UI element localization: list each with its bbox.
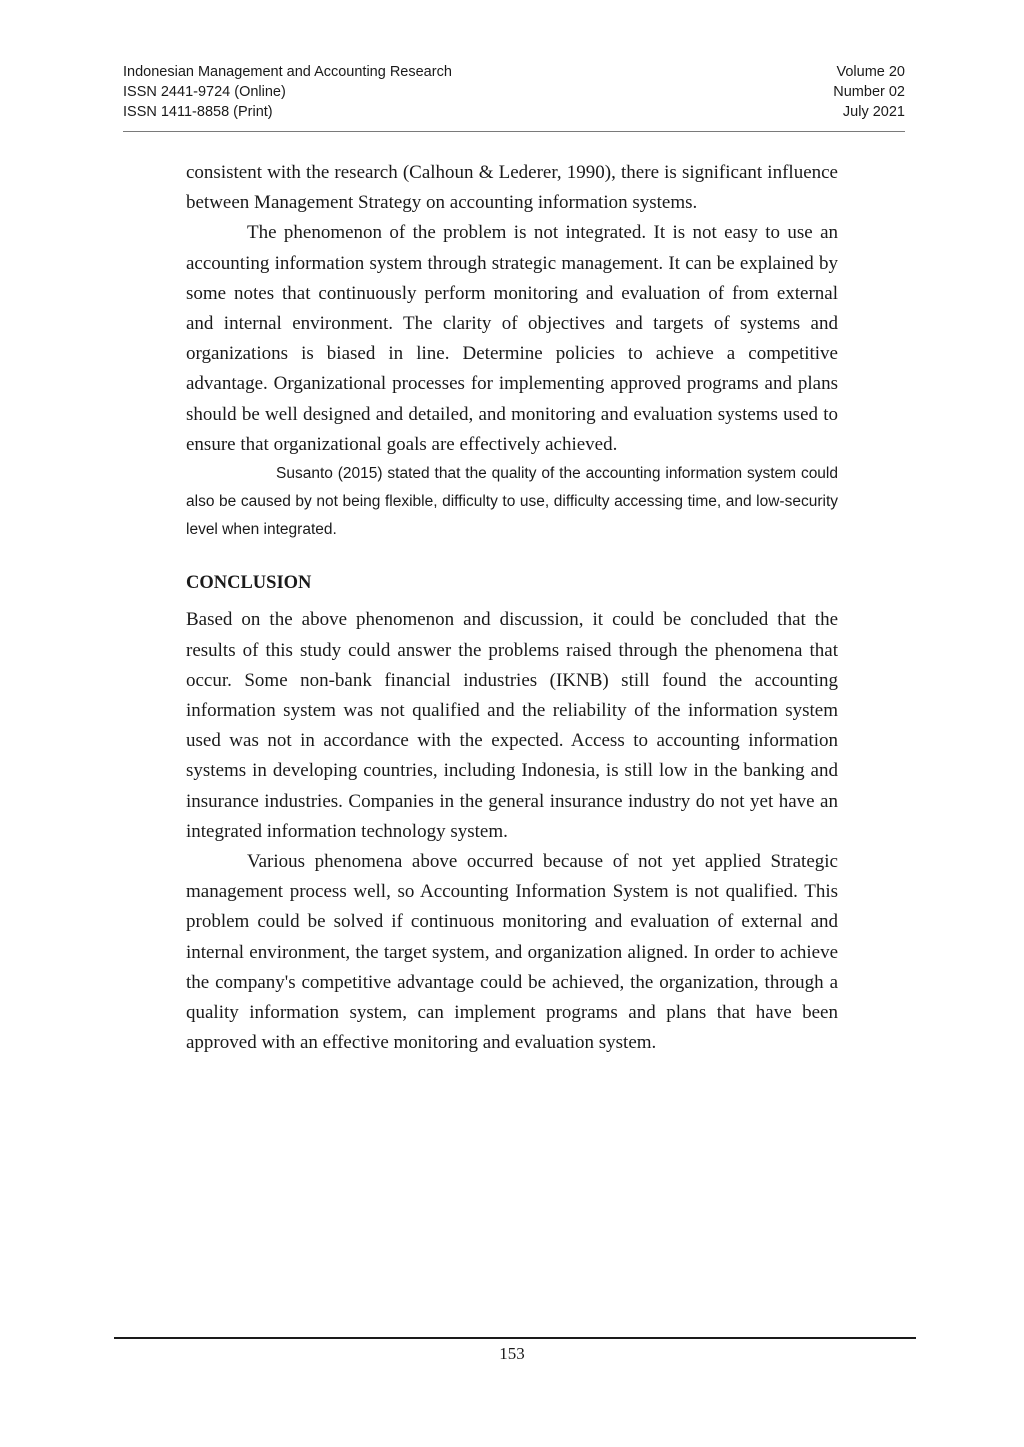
body-paragraph: consistent with the research (Calhoun & Lederer, 1990), there is significant influence between Management Strategy on accounting information systems. [186, 162, 838, 214]
conclusion-paragraph: Based on the above phenomenon and discussion, it could be concluded that the results of this study could answer the problems raised through the phenomena that occur. Some non-bank financial industries (IKNB) still found the accounting information system was not qualified and the reliability of the information system used was not in accordance with the expected. Access to accounting information systems in developing countries, including Indonesia, is still low in the banking and insurance industries. Companies in the general insurance industry do not yet have an integrated information technology system. [186, 609, 838, 842]
page-body [186, 158, 838, 1058]
body-paragraph: The phenomenon of the problem is not integrated. It is not easy to use an accounting information system through strategic management. It can be explained by some notes that continuously perform monitoring and evaluation of from external and internal environment. The clarity of objectives and targets of systems and organizations is biased in line. Determine policies to achieve a competitive advantage. Organizational processes for implementing approved programs and plans should be well designed and detailed, and monitoring and evaluation systems used to ensure that organizational goals are effectively achieved. [186, 222, 838, 455]
header-divider [123, 131, 905, 132]
body-paragraph-small: Susanto (2015) stated that the quality of the accounting information system could also be caused by not being flexible, difficulty to use, difficulty accessing time, and low-security level when integrated. [186, 465, 838, 538]
issue-number: Number 02 [833, 84, 905, 100]
journal-name: Indonesian Management and Accounting Research [123, 64, 452, 80]
conclusion-paragraph: Various phenomena above occurred because of not yet applied Strategic management process well, so Accounting Information System is not qualified. This problem could be solved if continuous monitoring and evaluation of external and internal environment, the target system, and organization aligned. In order to achieve the company's competitive advantage could be achieved, the organization, through a quality information system, can implement programs and plans that have been approved with an effective monitoring and evaluation system. [186, 851, 838, 1054]
issn-online: ISSN 2441-9724 (Online) [123, 84, 286, 100]
volume: Volume 20 [836, 64, 905, 80]
section-heading-conclusion: CONCLUSION [186, 573, 312, 594]
issue-date: July 2021 [842, 104, 905, 120]
page-number: 153 [499, 1344, 525, 1363]
running-header [123, 62, 905, 122]
footer-divider [114, 1337, 916, 1339]
issn-print: ISSN 1411-8858 (Print) [123, 104, 273, 120]
issue-info [833, 62, 905, 122]
journal-info [123, 62, 452, 122]
